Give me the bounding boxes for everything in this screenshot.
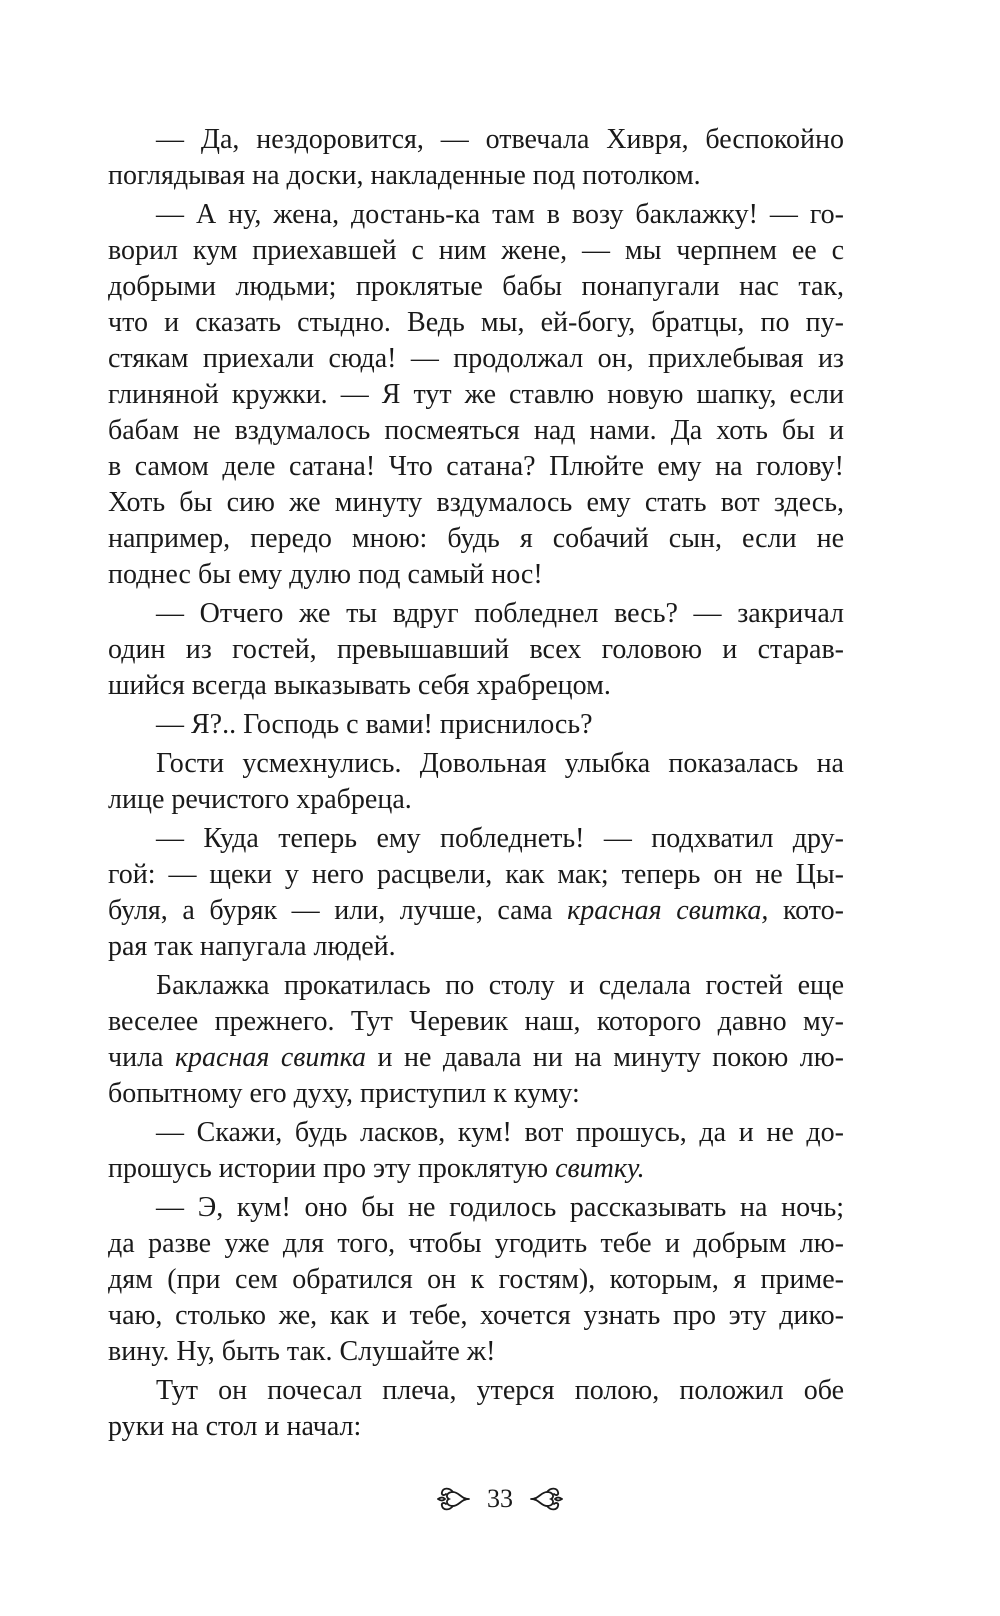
text-line <box>108 1076 844 1112</box>
text-run: Баклажка прокатилась по столу и сделала гостей еще <box>156 970 844 1001</box>
text-run: поглядывая на доски, накладенные под потолком. <box>108 160 701 191</box>
text-run: кото- <box>768 895 845 926</box>
text-run: добрыми людьми; проклятые бабы понапугали нас так, <box>108 271 844 302</box>
text-line <box>108 1298 844 1334</box>
text-line <box>108 1190 844 1226</box>
text-line <box>108 521 844 557</box>
text-run: бабам не вздумалось посмеяться над нами. Да хоть бы и <box>108 415 844 446</box>
text-line <box>108 707 844 743</box>
text-line <box>108 485 844 521</box>
text-line <box>108 1334 844 1370</box>
text-run: — А ну, жена, достань-ка там в возу баклажку! — го- <box>156 199 844 230</box>
body-text <box>108 122 844 1445</box>
text-run: например, передо мною: будь я собачий сын, если не <box>108 523 844 554</box>
italic-text: свитку. <box>555 1153 645 1184</box>
text-run: бопытному его духу, приступил к куму: <box>108 1078 580 1109</box>
text-line <box>108 821 844 857</box>
text-run: чила <box>108 1042 175 1073</box>
text-run: Хоть бы сию же минуту вздумалось ему стать вот здесь, <box>108 487 844 518</box>
text-line <box>108 122 844 158</box>
fleuron-icon <box>529 1484 565 1514</box>
text-run: веселее прежнего. Тут Черевик наш, которого давно му- <box>108 1006 844 1037</box>
text-run: — Отчего же ты вдруг побледнел весь? — закричал <box>156 598 844 629</box>
text-line <box>108 857 844 893</box>
text-run: — Э, кум! оно бы не годилось рассказывать на ночь; <box>156 1192 844 1223</box>
text-line <box>108 968 844 1004</box>
text-run: поднес бы ему дулю под самый нос! <box>108 559 543 590</box>
italic-text: красная свитка <box>174 1042 367 1073</box>
text-line <box>108 1004 844 1040</box>
text-run: и не давала ни на минуту покою лю- <box>366 1042 845 1073</box>
text-line <box>108 1373 844 1409</box>
text-line <box>108 557 844 593</box>
text-run: стякам приехали сюда! — продолжал он, прихлебывая из <box>108 343 844 374</box>
text-run: один из гостей, превышавший всех головою и старав- <box>108 634 844 665</box>
fleuron-icon <box>435 1484 471 1514</box>
text-run: чаю, столько же, как и тебе, хочется узнать про эту дико- <box>108 1300 844 1331</box>
text-run: лице речистого храбреца. <box>108 784 412 815</box>
text-run: шийся всегда выказывать себя храбрецом. <box>108 670 611 701</box>
text-line <box>108 746 844 782</box>
text-run: буля, а буряк — или, лучше, сама <box>108 895 568 926</box>
text-line <box>108 596 844 632</box>
text-run: вину. Ну, быть так. Слушайте ж! <box>108 1336 496 1367</box>
text-line <box>108 305 844 341</box>
text-run: в самом деле сатана! Что сатана? Плюйте ему на голову! <box>108 451 844 482</box>
text-line <box>108 1040 844 1076</box>
text-line <box>108 929 844 965</box>
text-line <box>108 449 844 485</box>
text-line <box>108 1226 844 1262</box>
italic-text: красная свитка, <box>567 895 769 926</box>
text-line <box>108 632 844 668</box>
text-line <box>108 1262 844 1298</box>
text-line <box>108 269 844 305</box>
text-line <box>108 158 844 194</box>
text-run: глиняной кружки. — Я тут же ставлю новую шапку, если <box>108 379 844 410</box>
text-run: что и сказать стыдно. Ведь мы, ей-богу, братцы, по пу- <box>108 307 844 338</box>
text-line <box>108 1151 844 1187</box>
text-run: да разве уже для того, чтобы угодить тебе и добрым лю- <box>108 1228 844 1259</box>
text-run: — Скажи, будь ласков, кум! вот прошусь, да и не до- <box>156 1117 844 1148</box>
text-run: рая так напугала людей. <box>108 931 396 962</box>
text-line <box>108 668 844 704</box>
text-line <box>108 197 844 233</box>
text-run: Гости усмехнулись. Довольная улыбка показалась на <box>156 748 844 779</box>
text-run: гой: — щеки у него расцвели, как мак; теперь он не Цы- <box>108 859 844 890</box>
text-run: руки на стол и начал: <box>108 1411 362 1442</box>
text-line <box>108 893 844 929</box>
text-line <box>108 377 844 413</box>
text-run: — Я?.. Господь с вами! приснилось? <box>156 709 593 740</box>
page-footer <box>0 1484 1000 1514</box>
text-line <box>108 1115 844 1151</box>
text-run: Тут он почесал плеча, утерся полою, положил обе <box>156 1375 844 1406</box>
text-line <box>108 413 844 449</box>
page-number: 33 <box>487 1484 513 1513</box>
text-run: — Да, нездоровится, — отвечала Хивря, беспокойно <box>156 124 844 155</box>
text-line <box>108 1409 844 1445</box>
text-run: прошусь истории про эту проклятую <box>108 1153 556 1184</box>
text-run: дям (при сем обратился он к гостям), которым, я приме- <box>108 1264 844 1295</box>
text-run: ворил кум приехавшей с ним жене, — мы черпнем ее с <box>108 235 844 266</box>
text-line <box>108 341 844 377</box>
text-line <box>108 782 844 818</box>
text-line <box>108 233 844 269</box>
text-run: — Куда теперь ему побледнеть! — подхватил дру- <box>156 823 844 854</box>
